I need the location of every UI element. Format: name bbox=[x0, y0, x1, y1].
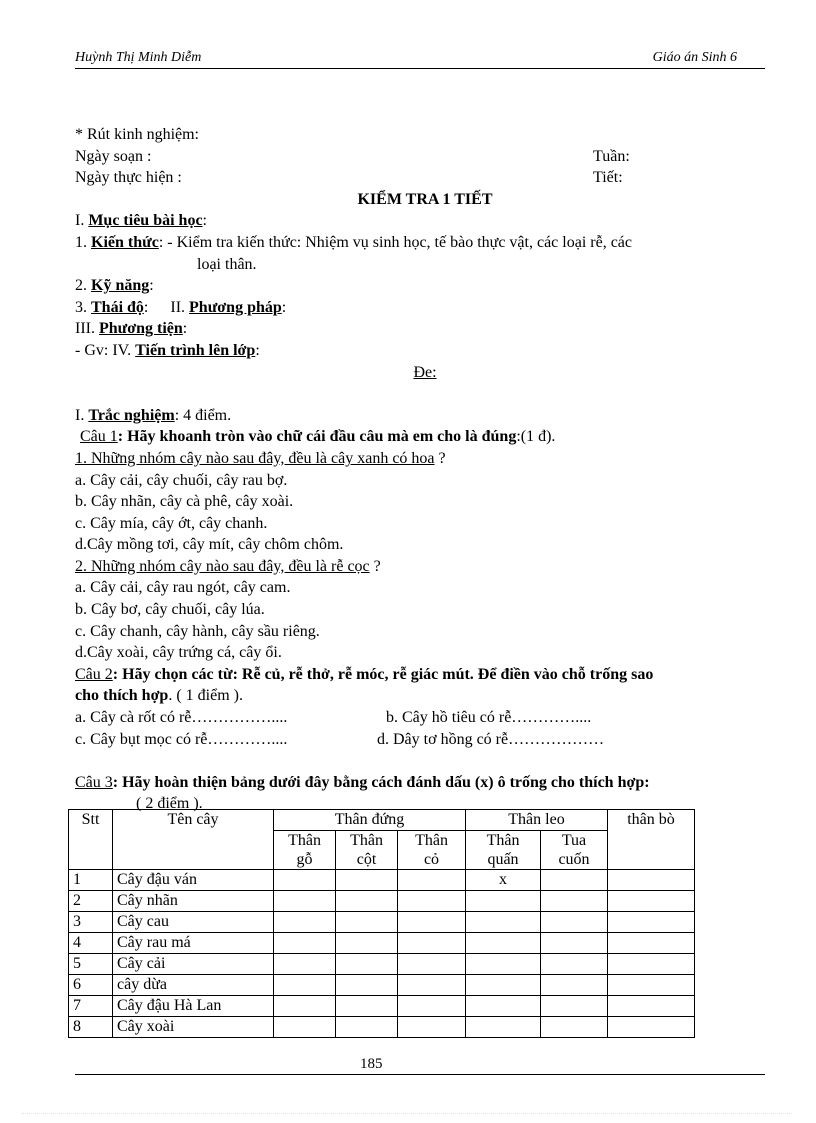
table-row: 3 Cây cau bbox=[69, 912, 695, 933]
thai-do-line: 3. Thái độ: II. Phương pháp: bbox=[75, 298, 287, 316]
plant-table bbox=[68, 809, 695, 1038]
table-row: 4 Cây rau má bbox=[69, 933, 695, 954]
thai-do-label: Thái độ bbox=[91, 298, 144, 316]
page-bottom-divider bbox=[22, 1113, 792, 1114]
cau3-line bbox=[75, 772, 780, 794]
header-subject: Giáo án Sinh 6 bbox=[652, 50, 737, 65]
phuong-phap-label: Phương pháp bbox=[189, 298, 282, 316]
tien-trinh-line: - Gv: IV. Tiến trình lên lớp: bbox=[75, 341, 260, 359]
page-header bbox=[75, 50, 765, 69]
kien-thuc-text: : - Kiểm tra kiến thức: Nhiệm vụ sinh học, tế bào thực vật, các loại rễ, các bbox=[158, 233, 632, 251]
cau3-label: Câu 3 bbox=[75, 773, 113, 791]
ky-nang-line: 2. Kỹ năng: bbox=[75, 277, 154, 295]
option: a. Cây cải, cây rau ngót, cây cam. bbox=[75, 579, 291, 597]
rut-kinh-nghiem: * Rút kinh nghiệm: bbox=[75, 126, 199, 143]
option: c. Cây chanh, cây hành, cây sầu riêng. bbox=[75, 622, 320, 640]
cau2-d: d. Dây tơ hồng có rễ……………… bbox=[377, 730, 605, 748]
ngay-thuc-hien-row bbox=[75, 167, 780, 189]
cau2-cd bbox=[75, 729, 780, 751]
cau1-q2: 2. Những nhóm cây nào sau đây, đều là rễ cọc ? bbox=[75, 557, 381, 575]
th-than-leo: Thân leo bbox=[466, 810, 608, 831]
table-row: 6 cây dừa bbox=[69, 975, 695, 996]
th-than-co: Thân cỏ bbox=[398, 831, 466, 870]
cau1-q1: 1. Những nhóm cây nào sau đây, đều là cây xanh có hoa ? bbox=[75, 449, 446, 467]
th-than-quan: Thân quấn bbox=[466, 831, 541, 870]
cau3-text: : Hãy hoàn thiện bảng dưới đây bằng cách đánh dấu (x) ô trống cho thích hợp: bbox=[112, 773, 650, 791]
phuong-tien-label: Phương tiện bbox=[98, 320, 183, 338]
blank-line bbox=[75, 750, 780, 772]
tien-trinh-label: Tiến trình lên lớp bbox=[135, 341, 256, 359]
option: d.Cây xoài, cây trứng cá, cây ổi. bbox=[75, 644, 282, 662]
tuan: Tuần: bbox=[593, 147, 630, 165]
option: a. Cây cải, cây chuối, cây rau bợ. bbox=[75, 471, 288, 489]
th-tua-cuon: Tua cuốn bbox=[541, 831, 608, 870]
phuong-tien-line: III. Phương tiện: bbox=[75, 320, 188, 338]
tiet: Tiết: bbox=[593, 169, 623, 187]
table-row: 1 Cây đậu ván x bbox=[69, 870, 695, 891]
page-number: 185 bbox=[360, 1056, 383, 1072]
table-row: 5 Cây cải bbox=[69, 954, 695, 975]
cau3-points: ( 2 điểm ). bbox=[136, 795, 203, 813]
cau1-line: Câu 1: Hãy khoanh tròn vào chữ cái đầu câu mà em cho là đúng:(1 đ). bbox=[80, 428, 556, 446]
option: b. Cây bơ, cây chuối, cây lúa. bbox=[75, 601, 265, 619]
section-muc-tieu: I. Mục tiêu bài học: bbox=[75, 212, 207, 230]
mark-x: x bbox=[466, 870, 541, 891]
page-title: KIỂM TRA 1 TIẾT bbox=[357, 190, 493, 208]
table-row: 8 Cây xoài bbox=[69, 1017, 695, 1038]
muc-tieu-label: Mục tiêu bài học bbox=[88, 212, 203, 230]
cau1-label: Câu 1 bbox=[80, 428, 118, 446]
header-author: Huỳnh Thị Minh Diễm bbox=[75, 50, 202, 65]
cau2-b: b. Cây hồ tiêu có rễ………….... bbox=[386, 709, 592, 727]
trac-nghiem-line: I. Trắc nghiệm: 4 điểm. bbox=[75, 406, 232, 424]
page-footer bbox=[75, 1055, 765, 1075]
kien-thuc-cont: loại thân. bbox=[197, 255, 257, 273]
ngay-thuc-hien: Ngày thực hiện : bbox=[75, 169, 182, 187]
cau2-text: : Hãy chọn các từ: Rễ củ, rễ thở, rễ móc, rễ giác mút. Để điền vào chỗ trống sao bbox=[112, 665, 654, 683]
trac-nghiem-label: Trắc nghiệm bbox=[88, 406, 175, 424]
th-than-cot: Thân cột bbox=[336, 831, 398, 870]
option: b. Cây nhãn, cây cà phê, cây xoài. bbox=[75, 493, 294, 511]
th-than-bo: thân bò bbox=[608, 810, 695, 870]
kien-thuc-line: 1. Kiến thức: - Kiểm tra kiến thức: Nhiệm vụ sinh học, tế bào thực vật, các loại rễ, các bbox=[75, 233, 632, 251]
cau2-label: Câu 2 bbox=[75, 665, 113, 683]
cau2-line2: cho thích hợp. ( 1 điểm ). bbox=[75, 687, 243, 705]
th-stt: Stt bbox=[69, 810, 113, 870]
th-than-go: Thân gỗ bbox=[274, 831, 336, 870]
option: c. Cây mía, cây ớt, cây chanh. bbox=[75, 514, 268, 532]
document-body bbox=[75, 124, 780, 815]
table-row: 7 Cây đậu Hà Lan bbox=[69, 996, 695, 1017]
ky-nang-label: Kỹ năng bbox=[91, 277, 150, 295]
kien-thuc-label: Kiến thức bbox=[91, 233, 159, 251]
ngay-soan: Ngày soạn : bbox=[75, 147, 152, 165]
cau2-a: a. Cây cà rốt có rễ…………….... bbox=[75, 709, 288, 727]
cau2-ab bbox=[75, 707, 780, 729]
de-heading: Đe: bbox=[413, 363, 437, 381]
cau2-line bbox=[75, 664, 780, 686]
blank-line bbox=[75, 383, 780, 405]
table-row: 2 Cây nhãn bbox=[69, 891, 695, 912]
th-than-dung: Thân đứng bbox=[274, 810, 466, 831]
option: d.Cây mồng tơi, cây mít, cây chôm chôm. bbox=[75, 536, 344, 554]
ngay-soan-row bbox=[75, 146, 780, 168]
th-ten-cay: Tên cây bbox=[113, 810, 274, 870]
cau1-text: : Hãy khoanh tròn vào chữ cái đầu câu mà em cho là đúng bbox=[117, 428, 517, 446]
cau2-c: c. Cây bụt mọc có rễ………….... bbox=[75, 730, 288, 748]
